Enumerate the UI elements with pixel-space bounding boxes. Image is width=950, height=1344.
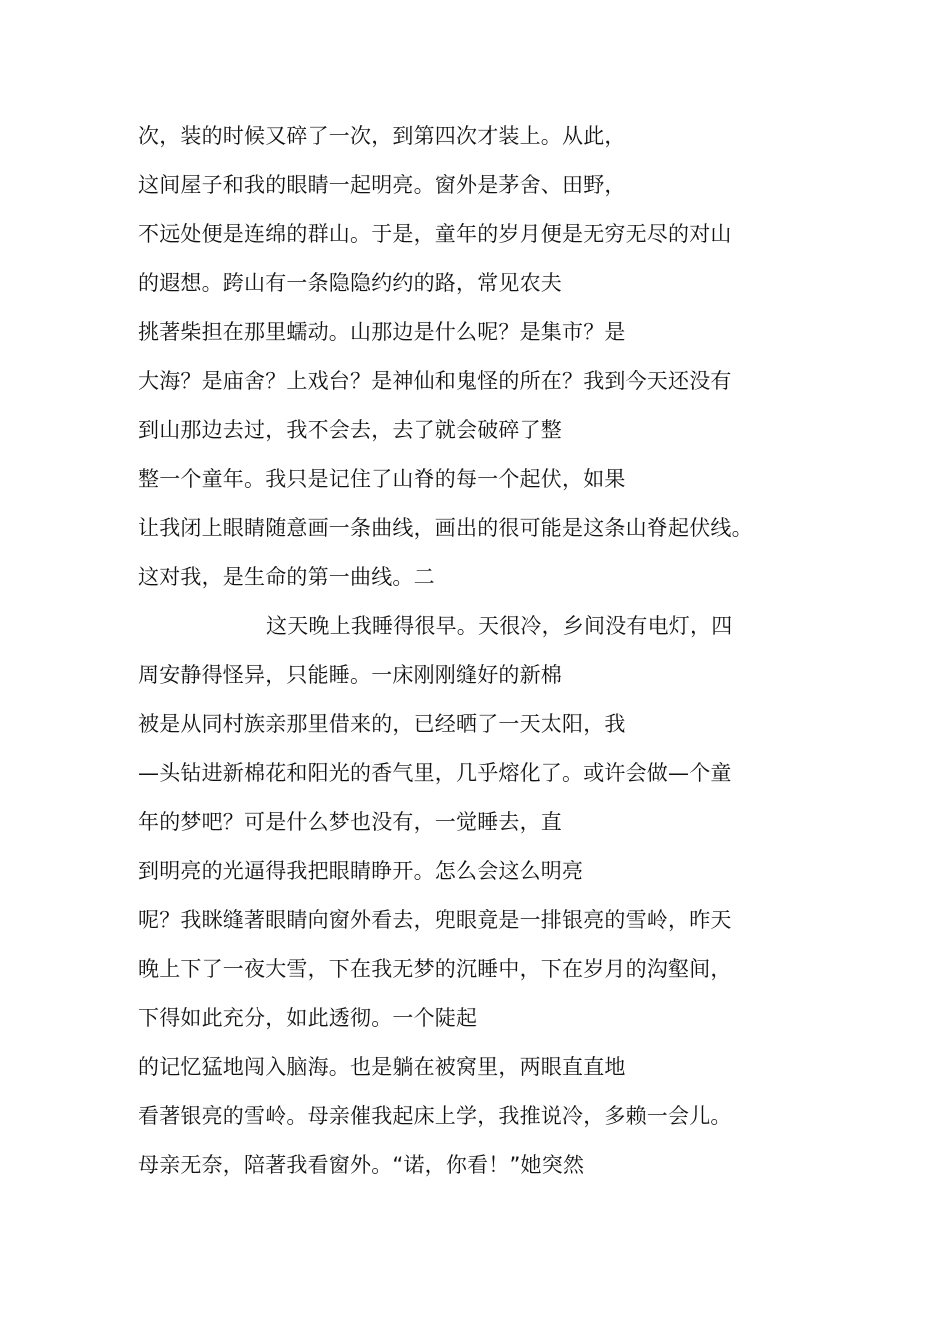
text-line: 这对我，是生命的第一曲线。二 xyxy=(138,565,435,589)
text-line: 挑著柴担在那里蠕动。山那边是什么呢？是集市？是 xyxy=(138,320,626,344)
text-line: 的遐想。跨山有一条隐隐约约的路，常见农夫 xyxy=(138,271,562,295)
body-text xyxy=(138,118,918,1196)
text-line: 看著银亮的雪岭。母亲催我起床上学，我推说冷，多赖一会儿。 xyxy=(138,1104,732,1128)
text-line: —头钻进新棉花和阳光的香气里，几乎熔化了。或许会做—个童 xyxy=(138,761,732,785)
text-line: 呢？我眯缝著眼睛向窗外看去，兜眼竟是一排银亮的雪岭，昨天 xyxy=(138,908,732,932)
text-line: 到山那边去过，我不会去，去了就会破碎了整 xyxy=(138,418,562,442)
text-line: 被是从同村族亲那里借来的，已经晒了一天太阳，我 xyxy=(138,712,626,736)
text-line: 这间屋子和我的眼睛一起明亮。窗外是茅舍、田野， xyxy=(138,173,626,197)
text-line: 晚上下了一夜大雪，下在我无梦的沉睡中，下在岁月的沟壑间， xyxy=(138,957,732,981)
text-line: 年的梦吧？可是什么梦也没有，一觉睡去，直 xyxy=(138,810,562,834)
text-line: 不远处便是连绵的群山。于是，童年的岁月便是无穷无尽的对山 xyxy=(138,222,732,246)
text-line: 大海？是庙舍？上戏台？是神仙和鬼怪的所在？我到今天还没有 xyxy=(138,369,732,393)
text-line: 母亲无奈，陪著我看窗外。“诺，你看！”她突然 xyxy=(138,1153,585,1177)
text-line-indented: 这天晚上我睡得很早。天很冷，乡间没有电灯，四 xyxy=(266,614,733,638)
text-line: 让我闭上眼睛随意画一条曲线，画出的很可能是这条山脊起伏线。 xyxy=(138,516,753,540)
text-line: 整一个童年。我只是记住了山脊的每一个起伏，如果 xyxy=(138,467,626,491)
text-line: 次，装的时候又碎了一次，到第四次才装上。从此， xyxy=(138,124,626,148)
text-line: 的记忆猛地闯入脑海。也是躺在被窝里，两眼直直地 xyxy=(138,1055,626,1079)
text-line: 周安静得怪异，只能睡。一床刚刚缝好的新棉 xyxy=(138,663,562,687)
text-line: 下得如此充分，如此透彻。一个陡起 xyxy=(138,1006,478,1030)
text-line: 到明亮的光逼得我把眼睛睁开。怎么会这么明亮 xyxy=(138,859,584,883)
